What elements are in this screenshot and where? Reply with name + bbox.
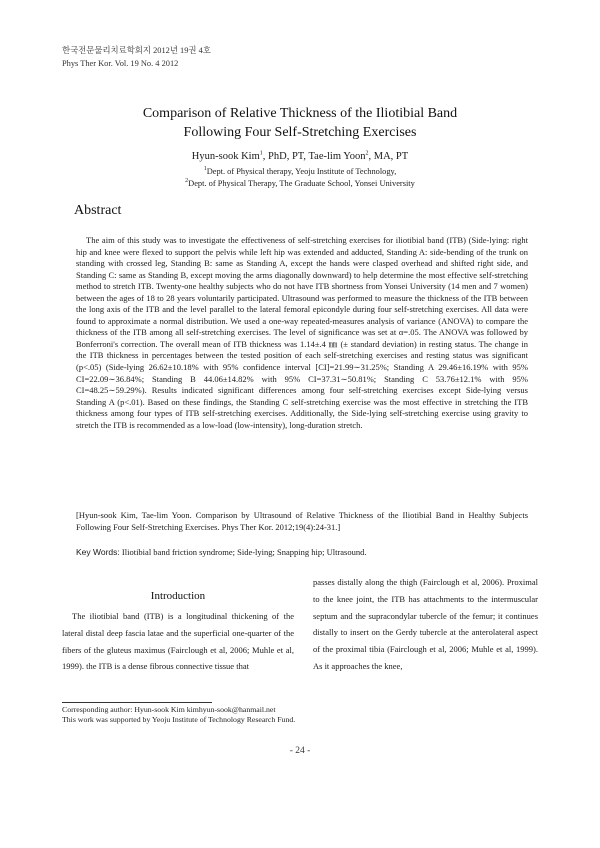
footnote: [62, 705, 295, 725]
abstract-heading: Abstract: [74, 203, 122, 218]
author-1-affil-mark: 1: [259, 150, 263, 157]
affiliation-1-mark: 1: [203, 166, 207, 173]
author-1-name: Hyun-sook Kim: [191, 151, 260, 162]
author-1-degrees: , PhD, PT,: [262, 151, 309, 162]
abstract-body: The aim of this study was to investigate the effectiveness of self-stretching exercises for iliotibial band (ITB) (Side-lying: right hip and knee were flexed to support the pelvis while left hip was extended and adducted, Standing A: side-bending of the trunk on standing with crossed leg, Standing B: same as Standing A, except the hands were clasped overhead and shifted right side, and Standing C: same as Standing B, except moving the arms diagonally downward) to help determine the most effective self-stretching method to stretch ITB. Twenty-one healthy subjects who do not have ITB shortness from Yonsei University (14 men and 7 women) between the ages of 18 to 28 years voluntarily participated. Ultrasound was performed to measure the thickness of the ITB between the long axis of the ITB and the level parallel to the lateral femoral epicondyle during four self-stretching exercises. All data were found to approximate a normal distribution. We used a one-way repeated-measures analysis of variance (ANOVA) to compare the thickness of the ITB among all self-stretching exercises. The level of significance was set at α=.05. The ANOVA was followed by Bonferroni's correction. The overall mean of ITB thickness was 1.14±.4 ㎜ (± standard deviation) in resting status. The change in the ITB thickness in percentages between the tested position of each self-stretching exercises and resting status was significant (p<.05) (Side-lying 26.62±10.18% with 95% confidence interval [CI]=21.99∼31.25%; Standing A 29.46±16.19% with 95% CI=22.09∼36.84%; Standing B 44.06±14.82% with 95% CI=37.31∼50.81%; Standing C 53.76±12.1% with 95% CI=48.25∼59.29%). Results indicated significant differences among four self-stretching exercises except Side-lying versus Standing A (p<.01). Based on these findings, the Standing C self-stretching exercise was the most effective in stretching the ITB thickness among four types of ITB self-stretching exercises. Additionally, the Side-lying self-stretching exercise using gravity to stretch the ITB is recommended as a low-load (low-intensity), long-duration stretch.: [76, 235, 528, 430]
footnote-divider: [62, 702, 212, 703]
affiliation-2-text: Dept. of Physical Therapy, The Graduate School, Yonsei University: [188, 179, 415, 188]
affiliations: [0, 166, 600, 190]
affiliation-2: [0, 178, 600, 190]
intro-right-column: passes distally along the thigh (Fairclough et al, 2006). Proximal to the knee joint, the ITB has attachments to the intermuscular septum and the supracondylar tubercle of the femur; it continues distally to insert on the Gerdy tubercle at the anterolateral aspect of the proximal tibia (Fairclough et al, 2006; Muhle et al, 1999). As it approaches the knee,: [313, 577, 538, 671]
author-2-name: Tae-lim Yoon: [308, 151, 366, 162]
author-2-degrees: , MA, PT: [368, 151, 409, 162]
affiliation-1-text: Dept. of Physical therapy, Yeoju Institute of Technology,: [206, 167, 397, 176]
paper-title: [0, 104, 600, 142]
journal-citation-line: Phys Ther Kor. Vol. 19 No. 4 2012: [62, 59, 179, 68]
footnote-corresponding-author: Corresponding author: Hyun-sook Kim kimhyun-sook@hanmail.net: [62, 705, 276, 714]
introduction-heading: Introduction: [150, 590, 206, 602]
author-2-affil-mark: 2: [365, 150, 369, 157]
affiliation-2-mark: 2: [185, 178, 189, 185]
title-line-1: Comparison of Relative Thickness of the Iliotibial Band: [142, 106, 458, 121]
affiliation-1: [0, 166, 600, 178]
author-list: [0, 150, 600, 164]
keywords-label: Key Words:: [76, 547, 120, 557]
keywords-text: Iliotibial band friction syndrome; Side-lying; Snapping hip; Ultrasound.: [119, 547, 367, 557]
journal-header: [62, 44, 211, 70]
keywords-line: [76, 546, 528, 558]
citation-block: [Hyun-sook Kim, Tae-lim Yoon. Comparison by Ultrasound of Relative Thickness of the Iliotibial Band in Healthy Subjects Following Four Self-Stretching Exercises. Phys Ther Kor. 2012;19(4):24-31.]: [76, 510, 528, 532]
intro-left-column: The iliotibial band (ITB) is a longitudinal thickening of the lateral distal deep fascia latae and the superficial one-quarter of the fibers of the gluteus maximus (Fairclough et al, 2006; Muhle et al, 1999). the ITB is a dense fibrous connective tissue that: [62, 611, 294, 672]
page-number: - 24 -: [289, 746, 311, 756]
title-line-2: Following Four Self-Stretching Exercises: [183, 125, 417, 140]
footnote-funding: This work was supported by Yeoju Institute of Technology Research Fund.: [62, 715, 296, 724]
journal-korean-title: 한국전문물리치료학회지 2012년 19권 4호: [62, 46, 211, 55]
